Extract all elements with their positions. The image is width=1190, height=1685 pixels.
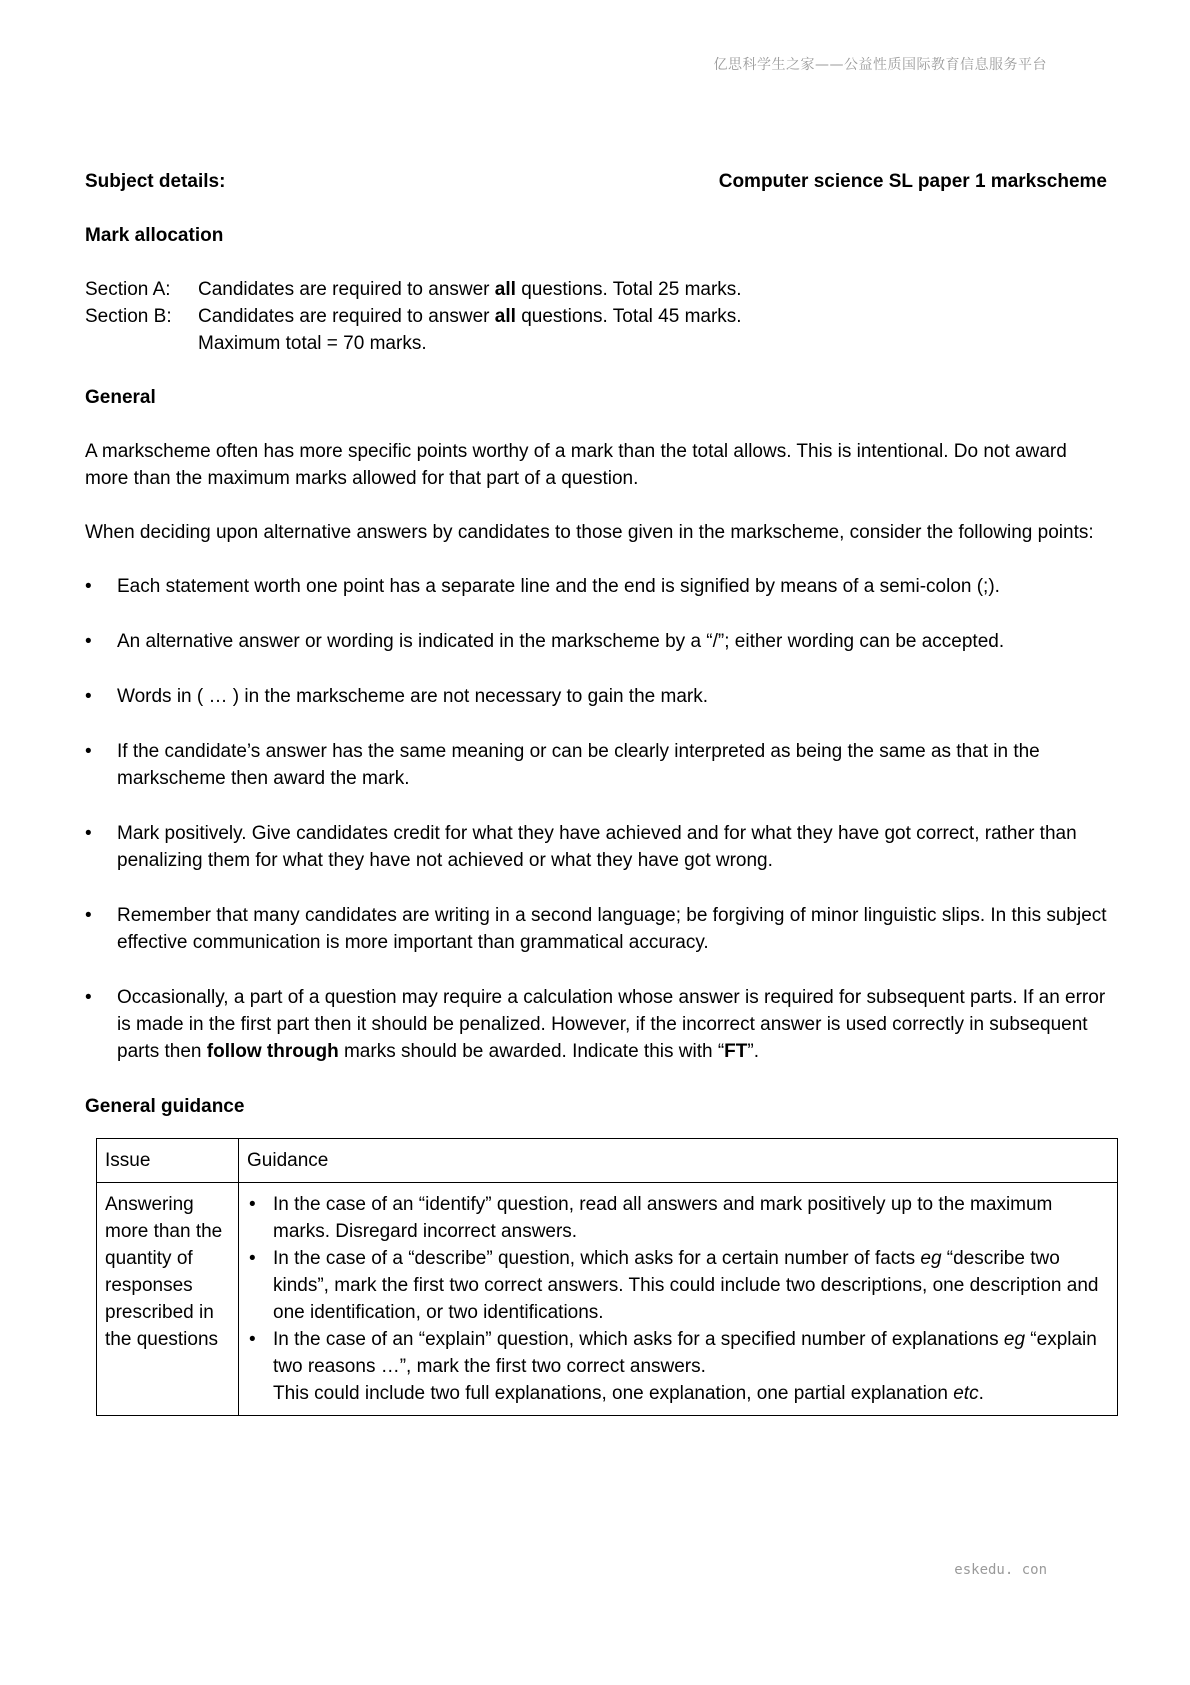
list-item: • An alternative answer or wording is indicated in the markscheme by a “/”; either wording can be accepted. [85, 628, 1107, 655]
document-body [85, 168, 1107, 1416]
bullet-icon: • [85, 576, 92, 597]
section-a-text: Candidates are required to answer all questions. Total 25 marks. [198, 279, 742, 300]
general-heading: General [85, 387, 156, 408]
bullet-icon: • [85, 905, 92, 926]
bullet-icon: • [85, 686, 92, 707]
max-total-text: Maximum total = 70 marks. [198, 333, 427, 354]
list-item: • Occasionally, a part of a question may require a calculation whose answer is required for subsequent parts. If an error is made in the first part then it should be penalized. However, if the incorrect answer is used correctly in subsequent parts then follow through marks should be awarded. Indicate this with “FT”. [85, 984, 1107, 1065]
max-total-row [85, 330, 1107, 357]
bullet-icon: • [85, 631, 92, 652]
subject-header-row [85, 168, 1107, 195]
list-item: • If the candidate’s answer has the same meaning or can be clearly interpreted as being the same as that in the markscheme then award the mark. [85, 738, 1107, 792]
header-watermark: 亿思科学生之家——公益性质国际教育信息服务平台 [713, 57, 1047, 73]
list-item: • Words in ( … ) in the markscheme are not necessary to gain the mark. [85, 683, 1107, 710]
paper-title: Computer science SL paper 1 markscheme [718, 171, 1107, 192]
section-a-label: Section A: [85, 279, 171, 300]
bullet-icon: • [85, 823, 92, 844]
general-paragraph-2: When deciding upon alternative answers by candidates to those given in the markscheme, consider the following points: [85, 522, 1094, 543]
issue-column-header: Issue [97, 1139, 239, 1183]
bullet-icon: • [85, 741, 92, 762]
guidance-list [247, 1191, 1109, 1407]
subject-label: Subject details: [85, 171, 226, 192]
list-item: • Each statement worth one point has a separate line and the end is signified by means of a semi-colon (;). [85, 573, 1107, 600]
list-item: • In the case of a “describe” question, which asks for a certain number of facts eg “describe two kinds”, mark the first two correct answers. This could include two descriptions, one description and one identification, or two identifications. [247, 1245, 1109, 1326]
section-a-row [85, 276, 1107, 303]
section-b-row [85, 303, 1107, 330]
bullet-icon: • [249, 1329, 256, 1350]
bullet-icon: • [249, 1248, 256, 1269]
guidance-table [96, 1138, 1118, 1416]
general-paragraph-1: A markscheme often has more specific points worthy of a mark than the total allows. This is intentional. Do not award more than the maximum marks allowed for that part of a question. [85, 441, 1067, 489]
section-list [85, 276, 1107, 357]
mark-allocation-heading: Mark allocation [85, 225, 224, 246]
table-header-row [97, 1139, 1118, 1183]
section-b-text: Candidates are required to answer all questions. Total 45 marks. [198, 306, 742, 327]
list-item: • In the case of an “identify” question, read all answers and mark positively up to the maximum marks. Disregard incorrect answers. [247, 1191, 1109, 1245]
list-item: • Remember that many candidates are writing in a second language; be forgiving of minor linguistic slips. In this subject effective communication is more important than grammatical accuracy. [85, 902, 1107, 956]
footer-watermark: eskedu. con [954, 1562, 1047, 1578]
bullet-icon: • [249, 1194, 256, 1215]
list-item: • In the case of an “explain” question, which asks for a specified number of explanations eg “explain two reasons …”, mark the first two correct answers. This could include two full explanations, one explanation, one partial explanation etc. [247, 1326, 1109, 1407]
section-b-label: Section B: [85, 306, 172, 327]
guidance-column-header: Guidance [239, 1139, 1118, 1183]
general-guidance-heading: General guidance [85, 1096, 245, 1117]
table-row [97, 1183, 1118, 1416]
bullet-icon: • [85, 987, 92, 1008]
issue-cell: Answering more than the quantity of responses prescribed in the questions [97, 1183, 239, 1416]
guidance-cell [239, 1183, 1118, 1416]
list-item: • Mark positively. Give candidates credit for what they have achieved and for what they have got correct, rather than penalizing them for what they have not achieved or what they have got wrong. [85, 820, 1107, 874]
general-bullet-list [85, 573, 1107, 1065]
